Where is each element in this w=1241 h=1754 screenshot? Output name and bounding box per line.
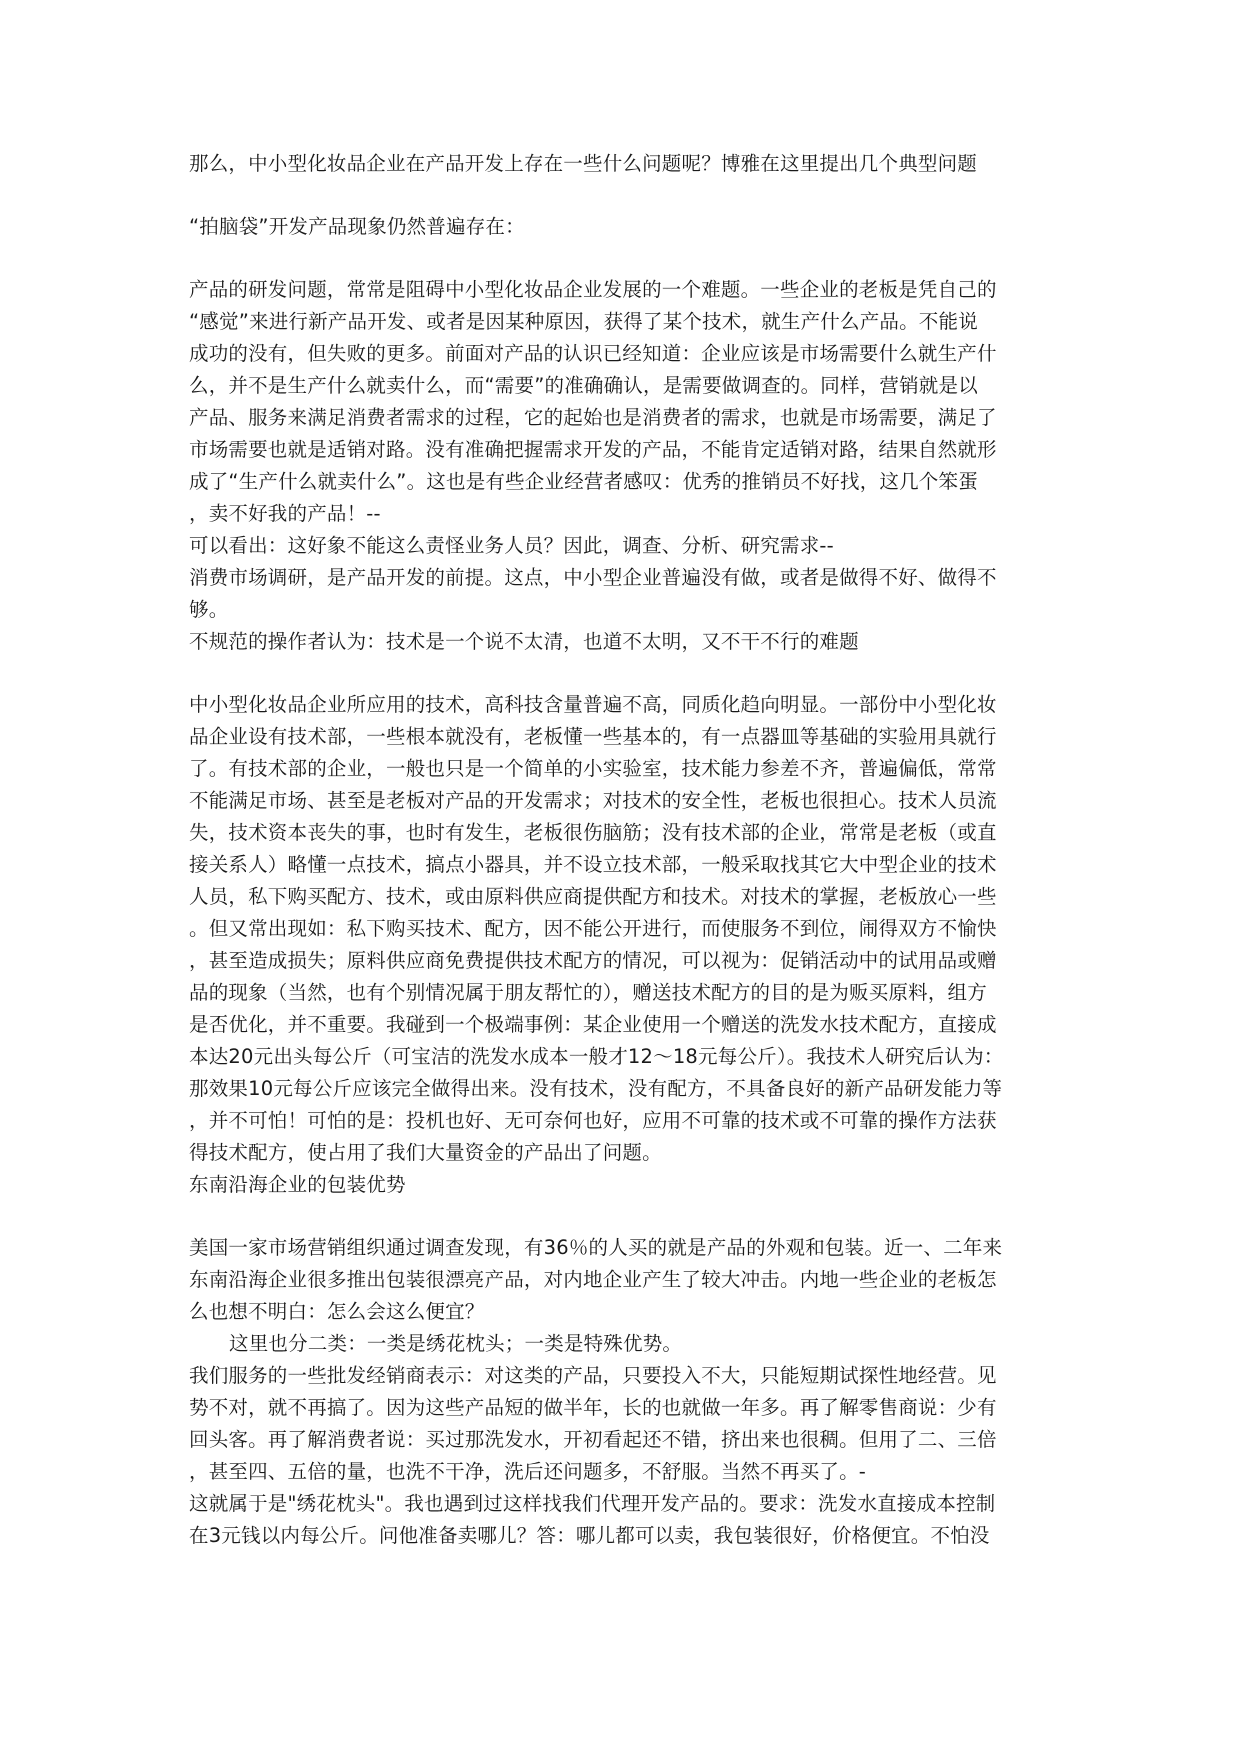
- paragraph-line: 这就属于是"绣花枕头"。我也遇到过这样找我们代理开发产品的。要求：洗发水直接成本控制: [189, 1492, 996, 1515]
- paragraph-line: “感觉”来进行新产品开发、或者是因某种原因，获得了某个技术，就生产什么产品。不能说: [189, 310, 978, 333]
- paragraph-line: ，甚至四、五倍的量，也洗不干净，洗后还问题多，不舒服。当然不再买了。-: [189, 1460, 867, 1483]
- paragraph-line: 产品、服务来满足消费者需求的过程，它的起始也是消费者的需求，也就是市场需要，满足了: [189, 406, 997, 429]
- paragraph-line: 那效果10元每公斤应该完全做得出来。没有技术，没有配方，不具备良好的新产品研发能力等: [189, 1077, 1003, 1100]
- section-heading: 不规范的操作者认为：技术是一个说不太清，也道不太明，又不干不行的难题: [189, 630, 859, 653]
- paragraph-line: 是否优化，并不重要。我碰到一个极端事例：某企业使用一个赠送的洗发水技术配方，直接成: [189, 1013, 997, 1036]
- document-page: [189, 148, 1049, 1552]
- paragraph-line: 了。有技术部的企业，一般也只是一个简单的小实验室，技术能力参差不齐，普遍偏低，常常: [189, 757, 997, 780]
- paragraph-line: ，卖不好我的产品！--: [189, 502, 381, 525]
- paragraph-line: 得技术配方，使占用了我们大量资金的产品出了问题。: [189, 1141, 662, 1164]
- paragraph-line: 够。: [189, 598, 229, 621]
- paragraph-line: 那么，中小型化妆品企业在产品开发上存在一些什么问题呢？博雅在这里提出几个典型问题: [189, 152, 978, 175]
- paragraph-line: 消费市场调研，是产品开发的前提。这点，中小型企业普遍没有做，或者是做得不好、做得不: [189, 566, 997, 589]
- paragraph-line: 这里也分二类：一类是绣花枕头；一类是特殊优势。: [229, 1332, 683, 1355]
- paragraph-line: 产品的研发问题，常常是阻碍中小型化妆品企业发展的一个难题。一些企业的老板是凭自己的: [189, 278, 997, 301]
- paragraph-line: 成了“生产什么就卖什么”。这也是有些企业经营者感叹：优秀的推销员不好找，这几个笨蛋: [189, 470, 978, 493]
- paragraph-line: 回头客。再了解消费者说：买过那洗发水，开初看起还不错，挤出来也很稠。但用了二、三倍: [189, 1428, 997, 1451]
- paragraph-line: 品企业设有技术部，一些根本就没有，老板懂一些基本的，有一点器皿等基础的实验用具就行: [189, 725, 997, 748]
- paragraph-line: 东南沿海企业很多推出包装很漂亮产品，对内地企业产生了较大冲击。内地一些企业的老板怎: [189, 1268, 997, 1291]
- paragraph-line: 不能满足市场、甚至是老板对产品的开发需求；对技术的安全性，老板也很担心。技术人员流: [189, 789, 997, 812]
- section-heading: “拍脑袋”开发产品现象仍然普遍存在：: [189, 215, 525, 238]
- paragraph-line: 中小型化妆品企业所应用的技术，高科技含量普遍不高，同质化趋向明显。一部份中小型化妆: [189, 693, 997, 716]
- paragraph-line: ，并不可怕！可怕的是：投机也好、无可奈何也好，应用不可靠的技术或不可靠的操作方法获: [189, 1109, 997, 1132]
- paragraph-line: 品的现象（当然，也有个别情况属于朋友帮忙的），赠送技术配方的目的是为贩买原料，组方: [189, 981, 987, 1004]
- paragraph-line: 可以看出：这好象不能这么责怪业务人员？因此，调查、分析、研究需求--: [189, 534, 834, 557]
- paragraph-line: ，甚至造成损失；原料供应商免费提供技术配方的情况，可以视为：促销活动中的试用品或赠: [189, 949, 997, 972]
- paragraph-line: 。但又常出现如：私下购买技术、配方，因不能公开进行，而使服务不到位，闹得双方不愉快: [189, 917, 997, 940]
- paragraph-line: 市场需要也就是适销对路。没有准确把握需求开发的产品，不能肯定适销对路，结果自然就形: [189, 438, 997, 461]
- paragraph-line: 失，技术资本丧失的事，也时有发生，老板很伤脑筋；没有技术部的企业，常常是老板（或直: [189, 821, 997, 844]
- paragraph-line: 么也想不明白：怎么会这么便宜？: [189, 1300, 485, 1323]
- paragraph-line: 势不对，就不再搞了。因为这些产品短的做半年，长的也就做一年多。再了解零售商说：少有: [189, 1396, 997, 1419]
- paragraph-line: 在3元钱以内每公斤。问他准备卖哪儿？答：哪儿都可以卖，我包装很好，价格便宜。不怕没: [189, 1524, 990, 1547]
- paragraph-line: 本达20元出头每公斤（可宝洁的洗发水成本一般才12～18元每公斤）。我技术人研究后认为：: [189, 1045, 1004, 1068]
- paragraph-line: 美国一家市场营销组织通过调查发现，有36％的人买的就是产品的外观和包装。近一、二年来: [189, 1236, 1003, 1259]
- paragraph-line: 成功的没有，但失败的更多。前面对产品的认识已经知道：企业应该是市场需要什么就生产什: [189, 342, 997, 365]
- paragraph-line: 么，并不是生产什么就卖什么，而“需要”的准确确认，是需要做调查的。同样，营销就是以: [189, 374, 978, 397]
- paragraph-line: 我们服务的一些批发经销商表示：对这类的产品，只要投入不大，只能短期试探性地经营。见: [189, 1364, 997, 1387]
- section-heading: 东南沿海企业的包装优势: [189, 1173, 406, 1196]
- paragraph-line: 人员，私下购买配方、技术，或由原料供应商提供配方和技术。对技术的掌握，老板放心一些: [189, 885, 997, 908]
- paragraph-line: 接关系人）略懂一点技术，搞点小器具，并不设立技术部，一般采取找其它大中型企业的技术: [189, 853, 997, 876]
